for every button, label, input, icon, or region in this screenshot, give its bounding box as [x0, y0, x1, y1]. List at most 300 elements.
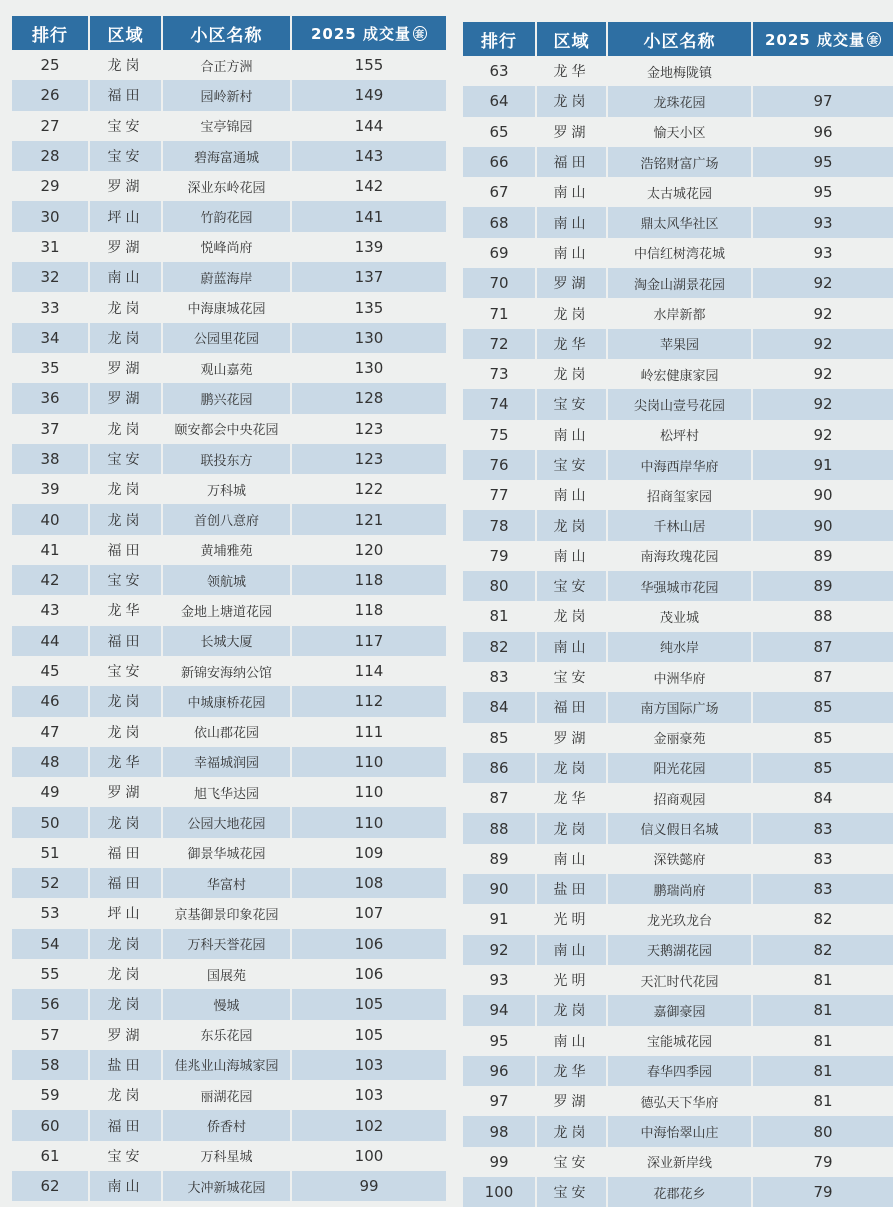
rank-cell: 56: [12, 989, 90, 1019]
district-cell: 龙岗: [90, 686, 163, 716]
community-name-cell: 金地上塘道花园: [163, 595, 292, 625]
volume-cell: 108: [292, 868, 446, 898]
rank-cell: 54: [12, 929, 90, 959]
volume-cell: 79: [753, 1177, 893, 1207]
community-name-cell: 太古城花园: [608, 177, 753, 207]
community-name-cell: 松坪村: [608, 420, 753, 450]
district-cell: 龙岗: [90, 474, 163, 504]
volume-cell: 105: [292, 989, 446, 1019]
community-name-cell: 鹏兴花园: [163, 383, 292, 413]
volume-cell: 122: [354, 480, 384, 499]
table-row: [12, 989, 446, 1019]
rank-cell: 83: [463, 662, 537, 692]
community-name-cell: 花郡花乡: [608, 1177, 753, 1207]
rank-cell: 73: [463, 359, 537, 389]
volume-cell: 96: [813, 122, 833, 141]
rank-cell: 78: [463, 510, 537, 540]
rank-cell: 68: [463, 207, 537, 237]
volume-cell: 106: [354, 965, 384, 984]
volume-cell: 83: [813, 849, 833, 868]
district-cell: 福田: [90, 1110, 163, 1140]
table-row: [463, 177, 893, 207]
community-name-cell: 幸福城润园: [163, 747, 292, 777]
table-row: [463, 420, 893, 450]
community-name-cell: 中洲华府: [608, 662, 753, 692]
district-cell: 龙岗: [537, 995, 608, 1025]
volume-cell: 79: [813, 1152, 833, 1171]
community-name-cell: 观山嘉苑: [163, 353, 292, 383]
left-ranking-table: [12, 16, 446, 1201]
table-row: [463, 904, 893, 934]
table-row: [463, 844, 893, 874]
table-row: [12, 1080, 446, 1110]
rank-cell: 59: [12, 1080, 90, 1110]
community-name-cell: 新锦安海纳公馆: [163, 656, 292, 686]
volume-cell: 81: [813, 1092, 833, 1111]
district-cell: 南山: [90, 262, 163, 292]
volume-cell: 114: [354, 662, 384, 681]
volume-cell: 87: [753, 632, 893, 662]
community-name-cell: 丽湖花园: [163, 1080, 292, 1110]
rank-cell: 25: [12, 50, 90, 80]
table-row: [12, 383, 446, 413]
district-cell: 南山: [537, 177, 608, 207]
district-cell: 龙岗: [90, 414, 163, 444]
table-row: [12, 747, 446, 777]
community-name-cell: 宝能城花园: [608, 1026, 753, 1056]
rank-cell: 71: [463, 298, 537, 328]
table-row: [463, 1056, 893, 1086]
table-row: [463, 753, 893, 783]
table-row: [463, 510, 893, 540]
rank-cell: 82: [463, 632, 537, 662]
district-cell: 龙华: [537, 329, 608, 359]
community-name-cell: 深铁懿府: [608, 844, 753, 874]
rank-cell: 85: [463, 723, 537, 753]
table-row: [463, 995, 893, 1025]
community-name-cell: 蔚蓝海岸: [163, 262, 292, 292]
community-name-cell: 佳兆业山海城家园: [163, 1050, 292, 1080]
volume-cell: 144: [354, 116, 384, 135]
table-row: [463, 389, 893, 419]
district-cell: 宝安: [90, 656, 163, 686]
table-row: [12, 80, 446, 110]
district-cell: 罗湖: [90, 232, 163, 262]
community-name-cell: 招商观园: [608, 783, 753, 813]
table-row: [463, 662, 893, 692]
volume-cell: 92: [753, 268, 893, 298]
district-cell: 南山: [90, 1171, 163, 1201]
community-name-cell: 南方国际广场: [608, 692, 753, 722]
district-cell: 龙华: [537, 1056, 608, 1086]
table-row: [12, 50, 446, 80]
volume-cell: 118: [292, 565, 446, 595]
district-cell: 龙岗: [90, 717, 163, 747]
community-name-cell: 国展苑: [163, 959, 292, 989]
table-row: [12, 1141, 446, 1171]
volume-cell: 83: [753, 813, 893, 843]
community-name-cell: 慢城: [163, 989, 292, 1019]
rank-cell: 36: [12, 383, 90, 413]
rank-header: 排行: [12, 16, 90, 50]
table-row: [463, 874, 893, 904]
table-row: [463, 935, 893, 965]
district-cell: 龙岗: [90, 504, 163, 534]
rank-cell: 31: [12, 232, 90, 262]
district-cell: 龙岗: [90, 292, 163, 322]
volume-cell: 141: [292, 201, 446, 231]
left-table-body: [12, 50, 446, 1201]
district-cell: 龙岗: [537, 86, 608, 116]
district-cell: 福田: [90, 868, 163, 898]
community-name-cell: 宝亭锦园: [163, 111, 292, 141]
community-name-cell: 春华四季园: [608, 1056, 753, 1086]
community-name-cell: 深业东岭花园: [163, 171, 292, 201]
table-row: [463, 541, 893, 571]
rank-cell: 61: [12, 1141, 90, 1171]
district-cell: 光明: [537, 965, 608, 995]
volume-cell: 103: [292, 1050, 446, 1080]
volume-cell: 130: [354, 359, 384, 378]
district-cell: 罗湖: [90, 1020, 163, 1050]
volume-cell: 82: [753, 935, 893, 965]
rank-cell: 50: [12, 807, 90, 837]
table-row: [12, 838, 446, 868]
volume-cell: 90: [753, 510, 893, 540]
volume-cell: 123: [354, 419, 384, 438]
community-name-cell: 中海怡翠山庄: [608, 1116, 753, 1146]
community-header: 小区名称: [608, 22, 753, 56]
table-row: [463, 359, 893, 389]
volume-cell: 81: [753, 1056, 893, 1086]
rank-cell: 90: [463, 874, 537, 904]
volume-cell: 82: [813, 910, 833, 929]
rank-cell: 26: [12, 80, 90, 110]
rank-cell: 53: [12, 898, 90, 928]
district-cell: 南山: [537, 207, 608, 237]
volume-cell: 107: [354, 904, 384, 923]
district-cell: 罗湖: [537, 268, 608, 298]
rank-cell: 67: [463, 177, 537, 207]
community-name-cell: 深业新岸线: [608, 1147, 753, 1177]
table-row: [463, 632, 893, 662]
community-name-cell: 南海玫瑰花园: [608, 541, 753, 571]
volume-cell: 142: [354, 177, 384, 196]
volume-cell: 85: [813, 728, 833, 747]
rank-cell: 99: [463, 1147, 537, 1177]
community-name-cell: 鼎太风华社区: [608, 207, 753, 237]
table-row: [12, 656, 446, 686]
volume-header-label: 2025 成交量: [311, 24, 411, 43]
rank-cell: 39: [12, 474, 90, 504]
rank-cell: 69: [463, 238, 537, 268]
table-row: [12, 171, 446, 201]
table-row: [463, 783, 893, 813]
district-cell: 南山: [537, 935, 608, 965]
rank-cell: 70: [463, 268, 537, 298]
district-cell: 盐田: [90, 1050, 163, 1080]
table-row: [463, 965, 893, 995]
rank-cell: 86: [463, 753, 537, 783]
volume-cell: 105: [354, 1025, 384, 1044]
table-row: [12, 595, 446, 625]
table-row: [463, 147, 893, 177]
rank-cell: 55: [12, 959, 90, 989]
volume-cell: 93: [753, 207, 893, 237]
table-row: [463, 207, 893, 237]
volume-cell: 110: [354, 783, 384, 802]
community-name-cell: 颐安都会中央花园: [163, 414, 292, 444]
rank-cell: 92: [463, 935, 537, 965]
community-name-cell: 万科天誉花园: [163, 929, 292, 959]
rank-cell: 47: [12, 717, 90, 747]
district-cell: 罗湖: [90, 353, 163, 383]
table-row: [463, 1086, 893, 1116]
volume-cell: 92: [813, 304, 833, 323]
community-name-cell: 千林山居: [608, 510, 753, 540]
table-row: [12, 232, 446, 262]
district-cell: 龙岗: [537, 298, 608, 328]
table-row: [463, 329, 893, 359]
community-name-cell: 天鹅湖花园: [608, 935, 753, 965]
volume-cell: 89: [753, 571, 893, 601]
volume-cell: 90: [813, 486, 833, 505]
volume-cell: 123: [292, 444, 446, 474]
volume-header-label: 2025 成交量: [765, 30, 865, 49]
community-name-cell: 东乐花园: [163, 1020, 292, 1050]
community-name-cell: 尖岗山壹号花园: [608, 389, 753, 419]
rank-cell: 80: [463, 571, 537, 601]
rank-cell: 46: [12, 686, 90, 716]
table-row: [463, 1147, 893, 1177]
table-row: [463, 723, 893, 753]
table-row: [12, 959, 446, 989]
community-name-cell: 联投东方: [163, 444, 292, 474]
district-cell: 南山: [537, 480, 608, 510]
rank-cell: 79: [463, 541, 537, 571]
rank-cell: 76: [463, 450, 537, 480]
district-cell: 龙华: [90, 595, 163, 625]
rank-cell: 98: [463, 1116, 537, 1146]
volume-cell: 93: [813, 243, 833, 262]
table-row: [12, 1050, 446, 1080]
district-header: 区域: [537, 22, 608, 56]
volume-cell: 106: [292, 929, 446, 959]
rank-cell: 40: [12, 504, 90, 534]
table-row: [12, 262, 446, 292]
rank-cell: 65: [463, 117, 537, 147]
table-row: [12, 111, 446, 141]
district-cell: 罗湖: [90, 777, 163, 807]
rank-cell: 96: [463, 1056, 537, 1086]
table-row: [12, 1110, 446, 1140]
rank-cell: 81: [463, 601, 537, 631]
district-cell: 罗湖: [90, 171, 163, 201]
community-name-cell: 万科星城: [163, 1141, 292, 1171]
district-cell: 龙岗: [537, 510, 608, 540]
volume-cell: 92: [813, 425, 833, 444]
rank-cell: 42: [12, 565, 90, 595]
volume-cell: 100: [354, 1146, 384, 1165]
table-row: [463, 298, 893, 328]
table-row: [12, 626, 446, 656]
district-cell: 罗湖: [537, 1086, 608, 1116]
community-name-cell: 中海康城花园: [163, 292, 292, 322]
volume-unit: 套: [867, 32, 881, 47]
district-cell: 宝安: [537, 1177, 608, 1207]
rank-cell: 38: [12, 444, 90, 474]
district-cell: 宝安: [537, 571, 608, 601]
table-row: [12, 807, 446, 837]
table-row: [12, 141, 446, 171]
district-cell: 宝安: [90, 444, 163, 474]
table-row: [463, 601, 893, 631]
right-table-header: [463, 22, 893, 56]
district-cell: 福田: [90, 80, 163, 110]
rank-cell: 91: [463, 904, 537, 934]
rank-cell: 64: [463, 86, 537, 116]
district-cell: 宝安: [90, 1141, 163, 1171]
table-row: [12, 353, 446, 383]
table-row: [12, 444, 446, 474]
rank-cell: 52: [12, 868, 90, 898]
rank-header: 排行: [463, 22, 537, 56]
volume-cell: 111: [354, 722, 384, 741]
district-cell: 盐田: [537, 874, 608, 904]
district-cell: 坪山: [90, 201, 163, 231]
community-name-cell: 中城康桥花园: [163, 686, 292, 716]
volume-cell: 87: [813, 668, 833, 687]
table-row: [463, 813, 893, 843]
table-row: [463, 1177, 893, 1207]
community-name-cell: 天汇时代花园: [608, 965, 753, 995]
volume-cell: 83: [753, 874, 893, 904]
district-cell: 宝安: [90, 111, 163, 141]
table-row: [463, 86, 893, 116]
community-name-cell: 纯水岸: [608, 632, 753, 662]
volume-unit: 套: [413, 26, 427, 41]
left-table-header: [12, 16, 446, 50]
rank-cell: 75: [463, 420, 537, 450]
community-name-cell: 金地梅陇镇: [608, 56, 753, 86]
rank-cell: 77: [463, 480, 537, 510]
volume-cell: 110: [292, 747, 446, 777]
district-cell: 龙岗: [537, 359, 608, 389]
table-row: [463, 56, 893, 86]
rank-cell: 89: [463, 844, 537, 874]
community-name-cell: 中海西岸华府: [608, 450, 753, 480]
volume-cell: 91: [753, 450, 893, 480]
community-name-cell: 信义假日名城: [608, 813, 753, 843]
volume-cell: 139: [354, 237, 384, 256]
table-row: [463, 571, 893, 601]
community-name-cell: 长城大厦: [163, 626, 292, 656]
table-row: [12, 474, 446, 504]
district-cell: 南山: [537, 844, 608, 874]
district-cell: 福田: [537, 692, 608, 722]
table-row: [463, 450, 893, 480]
district-header: 区域: [90, 16, 163, 50]
district-cell: 龙岗: [90, 323, 163, 353]
rank-cell: 87: [463, 783, 537, 813]
table-row: [12, 1020, 446, 1050]
community-name-cell: 御景华城花园: [163, 838, 292, 868]
community-name-cell: 合正方洲: [163, 50, 292, 80]
table-row: [463, 1116, 893, 1146]
table-row: [12, 868, 446, 898]
volume-cell: 81: [813, 971, 833, 990]
volume-cell: 89: [813, 546, 833, 565]
rank-cell: 95: [463, 1026, 537, 1056]
district-cell: 宝安: [537, 450, 608, 480]
community-name-cell: 中信红树湾花城: [608, 238, 753, 268]
volume-cell: 155: [354, 56, 384, 75]
volume-cell: 92: [753, 389, 893, 419]
district-cell: 宝安: [90, 565, 163, 595]
district-cell: 南山: [537, 238, 608, 268]
volume-cell: 112: [292, 686, 446, 716]
rank-cell: 57: [12, 1020, 90, 1050]
rank-cell: 44: [12, 626, 90, 656]
rank-cell: 62: [12, 1171, 90, 1201]
district-cell: 龙岗: [537, 601, 608, 631]
volume-cell: 99: [292, 1171, 446, 1201]
table-row: [12, 535, 446, 565]
rank-cell: 48: [12, 747, 90, 777]
table-row: [12, 292, 446, 322]
rank-cell: 63: [463, 56, 537, 86]
district-cell: 南山: [537, 420, 608, 450]
rank-cell: 88: [463, 813, 537, 843]
community-name-cell: 依山郡花园: [163, 717, 292, 747]
community-name-cell: 嘉御豪园: [608, 995, 753, 1025]
community-name-cell: 旭飞华达园: [163, 777, 292, 807]
rank-cell: 74: [463, 389, 537, 419]
rank-cell: 45: [12, 656, 90, 686]
community-name-cell: 碧海富通城: [163, 141, 292, 171]
volume-cell: 81: [813, 1031, 833, 1050]
district-cell: 罗湖: [537, 723, 608, 753]
table-row: [12, 201, 446, 231]
district-cell: 福田: [90, 838, 163, 868]
rank-cell: 72: [463, 329, 537, 359]
volume-cell: 118: [354, 601, 384, 620]
volume-cell: 92: [813, 365, 833, 384]
volume-cell: [753, 56, 893, 86]
community-name-cell: 公园里花园: [163, 323, 292, 353]
community-name-cell: 阳光花园: [608, 753, 753, 783]
rank-cell: 35: [12, 353, 90, 383]
community-name-cell: 悦峰尚府: [163, 232, 292, 262]
district-cell: 南山: [537, 632, 608, 662]
volume-cell: 130: [292, 323, 446, 353]
district-cell: 龙岗: [90, 1080, 163, 1110]
table-row: [463, 1026, 893, 1056]
volume-header: [292, 16, 446, 50]
volume-cell: 110: [292, 807, 446, 837]
district-cell: 光明: [537, 904, 608, 934]
community-name-cell: 公园大地花园: [163, 807, 292, 837]
rank-cell: 100: [463, 1177, 537, 1207]
district-cell: 宝安: [537, 1147, 608, 1177]
table-row: [12, 565, 446, 595]
community-name-cell: 黄埔雅苑: [163, 535, 292, 565]
district-cell: 龙岗: [537, 753, 608, 783]
volume-cell: 84: [813, 789, 833, 808]
volume-cell: 109: [354, 843, 384, 862]
rank-cell: 58: [12, 1050, 90, 1080]
right-table-body: [463, 56, 893, 1207]
